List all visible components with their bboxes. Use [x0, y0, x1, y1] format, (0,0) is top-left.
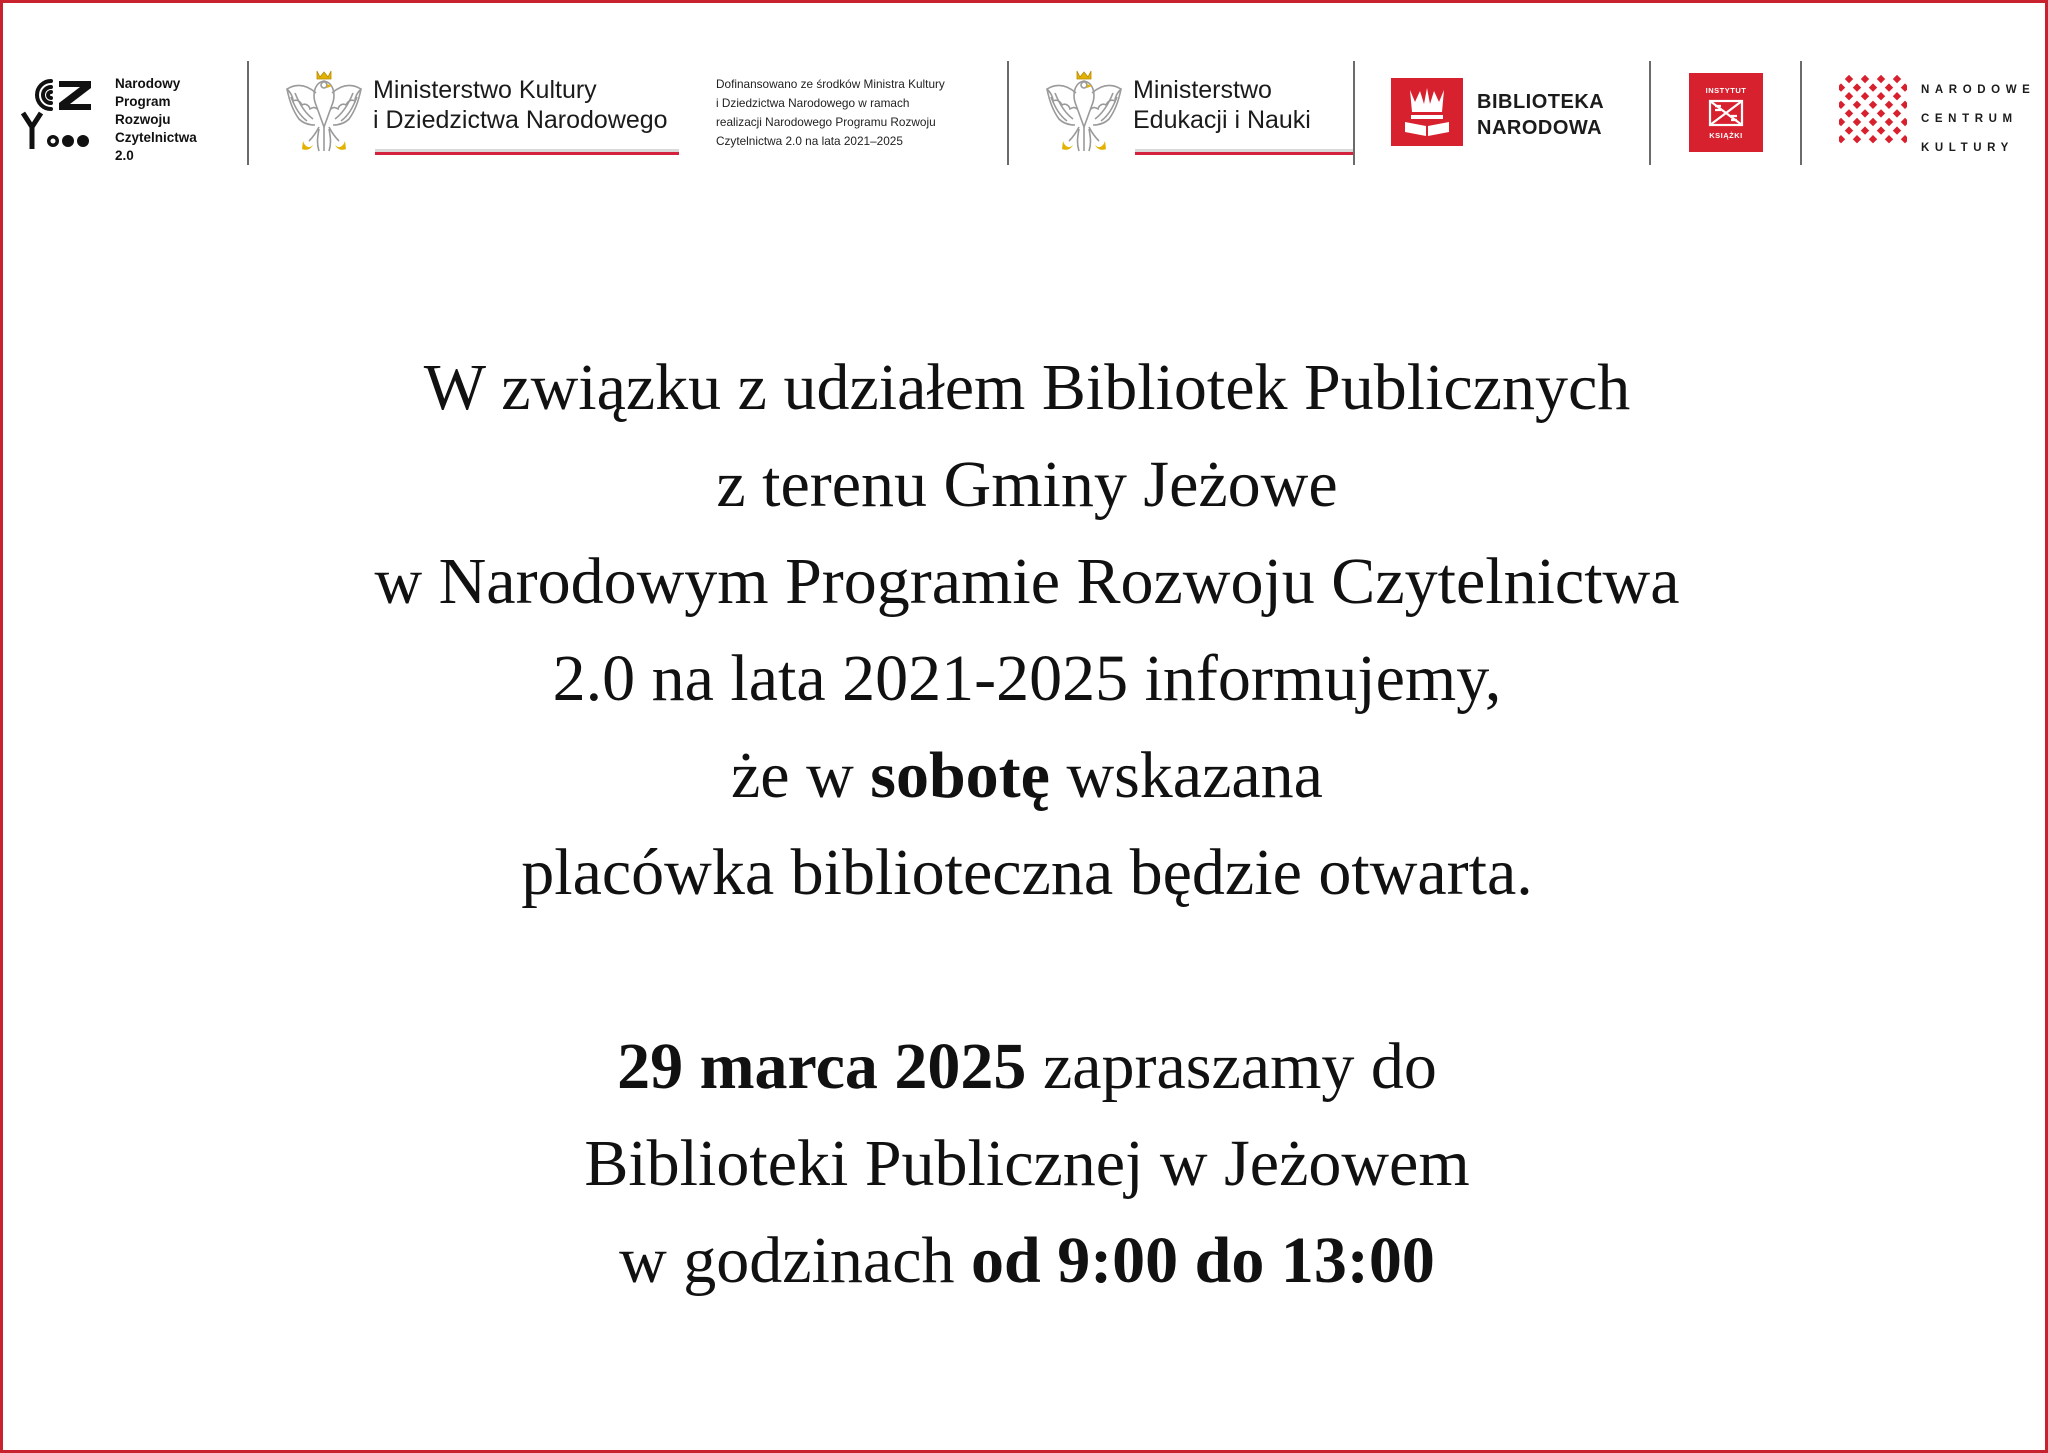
- instytut-ksiazki-book-icon: [1708, 98, 1744, 128]
- logo-divider: [1353, 61, 1355, 165]
- biblioteka-narodowa-logo: [1391, 78, 1651, 148]
- logo-divider: [1007, 61, 1009, 165]
- nprcz-line: 2.0: [115, 148, 134, 163]
- announcement-line: W związku z udziałem Bibliotek Publicznych: [423, 351, 1631, 424]
- nck-diamond: [1845, 126, 1853, 134]
- announcement-line: 2.0 na lata 2021-2025 informujemy,: [552, 642, 1502, 715]
- logo-divider: [1800, 61, 1802, 165]
- polish-flag-bar: [375, 149, 679, 155]
- sponsor-logo-strip: [3, 3, 2048, 193]
- nck-diamond: [1845, 92, 1853, 100]
- nck-diamond: [1853, 135, 1861, 143]
- text-segment: zapraszamy do: [1026, 1030, 1437, 1103]
- funding-note-line: realizacji Narodowego Programu Rozwoju: [716, 115, 936, 129]
- text-segment: wskazana: [1049, 739, 1323, 812]
- instytut-ksiazki-logo: [1689, 73, 1763, 152]
- narodowe-centrum-kultury-logo: [1839, 75, 2048, 154]
- nck-diamond: [1845, 75, 1853, 83]
- nck-diamond: [1869, 83, 1877, 91]
- nck-diamond: [1839, 135, 1845, 143]
- nck-diamond: [1861, 75, 1869, 83]
- nck-diamond: [1885, 83, 1893, 91]
- logo-divider: [1649, 61, 1651, 165]
- nck-diamond: [1901, 101, 1907, 109]
- nck-diamond: [1861, 109, 1869, 117]
- ministry-name-line: Ministerstwo: [1133, 76, 1272, 104]
- ministry-of-culture-name: [373, 75, 668, 135]
- nck-diamond: [1877, 109, 1885, 117]
- nprcz-line: Rozwoju: [115, 112, 171, 127]
- text-segment: w godzinach: [619, 1224, 971, 1297]
- nck-name-line: KULTURY: [1921, 142, 2014, 154]
- nck-diamond: [1853, 83, 1861, 91]
- announcement: [3, 339, 2048, 1309]
- nck-diamond: [1853, 118, 1861, 126]
- nck-diamond: [1877, 126, 1885, 134]
- nprcz-line: Program: [115, 94, 171, 109]
- nck-diamond: [1869, 101, 1877, 109]
- nck-diamond: [1869, 135, 1877, 143]
- ministry-of-education-name: [1133, 75, 1311, 135]
- nck-diamond: [1869, 118, 1877, 126]
- polish-flag-bar: [1135, 149, 1353, 155]
- biblioteka-narodowa-name: [1477, 89, 1604, 141]
- nck-name-line: NARODOWE: [1921, 84, 2036, 96]
- nck-diamond: [1893, 92, 1901, 100]
- bn-name-line: BIBLIOTEKA: [1477, 91, 1605, 113]
- biblioteka-narodowa-crown-book-icon: [1391, 78, 1463, 146]
- funding-note-line: Czytelnictwa 2.0 na lata 2021–2025: [716, 134, 903, 148]
- nck-diamond: [1861, 126, 1869, 134]
- announcement-line-date: [3, 1018, 2048, 1115]
- funding-note: [716, 75, 1006, 151]
- nck-diamond: [1839, 118, 1845, 126]
- nck-diamond: [1877, 92, 1885, 100]
- announcement-line: w Narodowym Programie Rozwoju Czytelnictwa: [374, 545, 1680, 618]
- nck-diamond: [1893, 75, 1901, 83]
- nck-diamond: [1839, 101, 1845, 109]
- nck-diamond: [1877, 75, 1885, 83]
- ministry-name-line: Edukacji i Nauki: [1133, 106, 1311, 134]
- event-date: 29 marca 2025: [617, 1030, 1027, 1103]
- nck-diamond: [1861, 92, 1869, 100]
- nck-diamond: [1839, 83, 1845, 91]
- nprcz-line: Narodowy: [115, 76, 181, 91]
- nck-diamond: [1885, 118, 1893, 126]
- announcement-line-saturday: [3, 727, 2048, 824]
- nck-diamond: [1845, 109, 1853, 117]
- nck-name-line: CENTRUM: [1921, 113, 2018, 125]
- ministry-of-culture-logo: [283, 67, 703, 159]
- ministry-of-education-logo: [1043, 67, 1343, 159]
- logo-divider: [247, 61, 249, 165]
- paragraph-gap: [3, 921, 2048, 1018]
- funding-note-line: i Dziedzictwa Narodowego w ramach: [716, 96, 910, 110]
- nck-name: [1921, 76, 2035, 163]
- nck-diamond: [1893, 126, 1901, 134]
- nprcz-logo: [21, 75, 221, 175]
- ik-top-word: INSTYTUT: [1705, 86, 1747, 95]
- opening-hours: od 9:00 do 13:00: [971, 1224, 1435, 1297]
- saturday-emphasis: sobotę: [870, 739, 1050, 812]
- bn-name-line: NARODOWA: [1477, 117, 1603, 139]
- announcement-line: placówka biblioteczna będzie otwarta.: [521, 836, 1533, 909]
- announcement-line-hours: [3, 1212, 2048, 1309]
- narodowe-centrum-kultury-diamond-grid-icon: [1839, 75, 1907, 145]
- nck-diamond: [1885, 101, 1893, 109]
- polish-eagle-icon: [1043, 67, 1125, 155]
- ministry-name-line: i Dziedzictwa Narodowego: [373, 106, 668, 134]
- nck-diamond: [1901, 118, 1907, 126]
- nck-diamond: [1893, 109, 1901, 117]
- announcement-line: Biblioteki Publicznej w Jeżowem: [584, 1127, 1470, 1200]
- ministry-name-line: Ministerstwo Kultury: [373, 76, 597, 104]
- nck-diamond: [1901, 135, 1907, 143]
- nprcz-logo-text: [115, 75, 197, 165]
- nprcz-line: Czytelnictwa: [115, 130, 197, 145]
- announcement-line: z terenu Gminy Jeżowe: [716, 448, 1338, 521]
- text-segment: że w: [731, 739, 871, 812]
- funding-note-line: Dofinansowano ze środków Ministra Kultury: [716, 77, 945, 91]
- nprcz-logo-mark-icon: [21, 75, 97, 151]
- ik-bottom-word: KSIĄŻKI: [1709, 131, 1743, 140]
- nck-diamond: [1853, 101, 1861, 109]
- nck-diamond: [1885, 135, 1893, 143]
- nck-diamond: [1901, 83, 1907, 91]
- polish-eagle-icon: [283, 67, 365, 155]
